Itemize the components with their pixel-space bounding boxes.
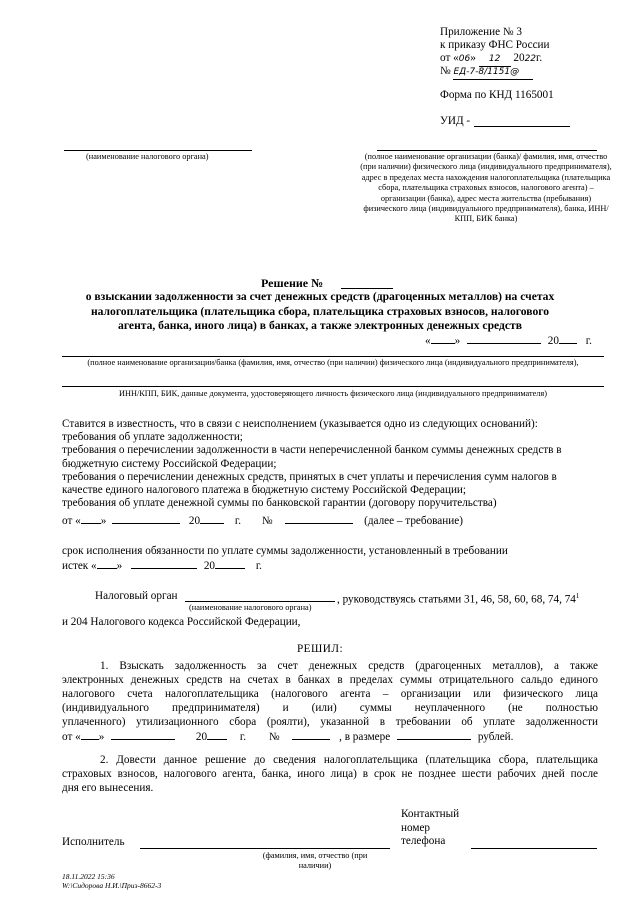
inn-caption: ИНН/КПП, БИК, данные документа, удостоверяющего личность физического лица (индивидуального предпринимателя): [118, 389, 548, 398]
contact-phone-field[interactable]: [471, 848, 597, 849]
form-code: Форма по КНД 1165001: [440, 89, 554, 101]
inn-field[interactable]: [62, 386, 604, 387]
tax-organ-label: Налоговый орган: [95, 590, 178, 602]
guided-by-articles: , руководствуясь статьями 31, 46, 58, 60, 68, 74, $74^1$: [337, 592, 580, 606]
requirement-date: от « » 20 г. № (далее – требование): [62, 515, 463, 527]
order-date-year: 22: [524, 54, 537, 64]
order-reference: к приказу ФНС России: [440, 39, 550, 51]
code-reference: и 204 Налогового кодекса Российской Федерации,: [62, 616, 301, 628]
order-date: от «06» 12 2022г.: [440, 52, 542, 67]
deadline-date: истек « » 20 г.: [62, 560, 262, 572]
order-number: № ЕД-7-8/1151@: [440, 65, 533, 80]
contact-phone-label: Контактный номер телефона: [401, 808, 460, 847]
decision-date: « » 20 г.: [425, 335, 592, 347]
tax-organ-field[interactable]: [185, 601, 335, 602]
order-date-month: 12: [479, 53, 511, 67]
organization-field[interactable]: [377, 150, 597, 151]
uid-field[interactable]: [474, 126, 570, 127]
decision-item-1: 1. Взыскать задолженность за счет денежных средств (драгоценных металлов), а также электронных денежных средств на счетах в банках в пределах суммы отрицательного сальдо единого налогового счета налогоплательщика (налогового агента – организации или физического лица (индивидуального предпринимателя) и (или) суммы неуплаченного (не полностью уплаченного) утилизационного сбора (роялти), указанной в требовании об уплате задолженности: [62, 660, 598, 728]
executor-field[interactable]: [140, 848, 390, 849]
decision-title: о взыскании задолженности за счет денежных средств (драгоценных металлов) на счетах налогоплательщика (плательщика сбора, плательщика страховых взносов, налогового агента, банка, иного лица) в банках, а также электронных денежных средств: [85, 290, 555, 332]
appendix-number: Приложение № 3: [440, 26, 522, 38]
decided-heading: РЕШИЛ:: [296, 643, 344, 655]
uid-label: УИД -: [440, 115, 471, 127]
tax-authority-field[interactable]: [64, 150, 252, 151]
file-stamp: 18.11.2022 15:36 W:\Сидорова Н.И.\Приз-8662-3: [62, 872, 162, 890]
decision-number-field[interactable]: [341, 288, 393, 289]
org-full-field[interactable]: [62, 356, 604, 357]
decision-number-label: Решение №: [261, 276, 324, 290]
executor-label: Исполнитель: [62, 836, 125, 848]
grounds-list: Ставится в известность, что в связи с неисполнением (указывается одно из следующих оснований): требования об уплате задолженности; требования о перечислении задолженности в части неперечисленной банком суммы денежных средств в бюджетную систему Российской Федерации; требования о перечислении денежных средств, принятых в счет уплаты и перечисления сумм налогов в качестве единого налогового платежа в бюджетную систему Российской Федерации; требования об уплате денежной суммы по банковской гарантии (договору поручительства): [62, 418, 562, 510]
order-number-value: ЕД-7-8/1151@: [453, 66, 533, 80]
deadline-text: срок исполнения обязанности по уплате суммы задолженности, установленный в требовании: [62, 545, 508, 557]
fio-caption: (фамилия, имя, отчество (при наличии): [262, 851, 368, 870]
org-full-caption: (полное наименование организации/банка (фамилия, имя, отчество (при наличии) физического лица (индивидуального предпринимателя),: [87, 358, 579, 367]
tax-authority-caption: (наименование налогового органа): [86, 152, 209, 161]
order-date-day: 06: [458, 54, 471, 64]
decision-item-1-date: от « » 20 г. № , в размере рублей.: [62, 731, 514, 743]
decision-item-2: 2. Довести данное решение до сведения налогоплательщика (плательщика сбора, плательщика страховых взносов, налогового агента, банка, иного лица) в срок не позднее шести рабочих дней после дня его вынесения.: [62, 754, 598, 794]
tax-organ-caption: (наименование налогового органа): [189, 603, 312, 612]
organization-caption: (полное наименование организации (банка)/ фамилия, имя, отчество (при наличии) физического лица (индивидуального предпринимателя), адрес в пределах места нахождения налогоплательщика (плательщика сбора, плательщика страховых взносов, налогового агента) – организации (банка), адрес места жительства (пребывания) физического лица (индивидуального предпринимателя), банка, ИНН/КПП, БИК банка): [360, 152, 612, 224]
